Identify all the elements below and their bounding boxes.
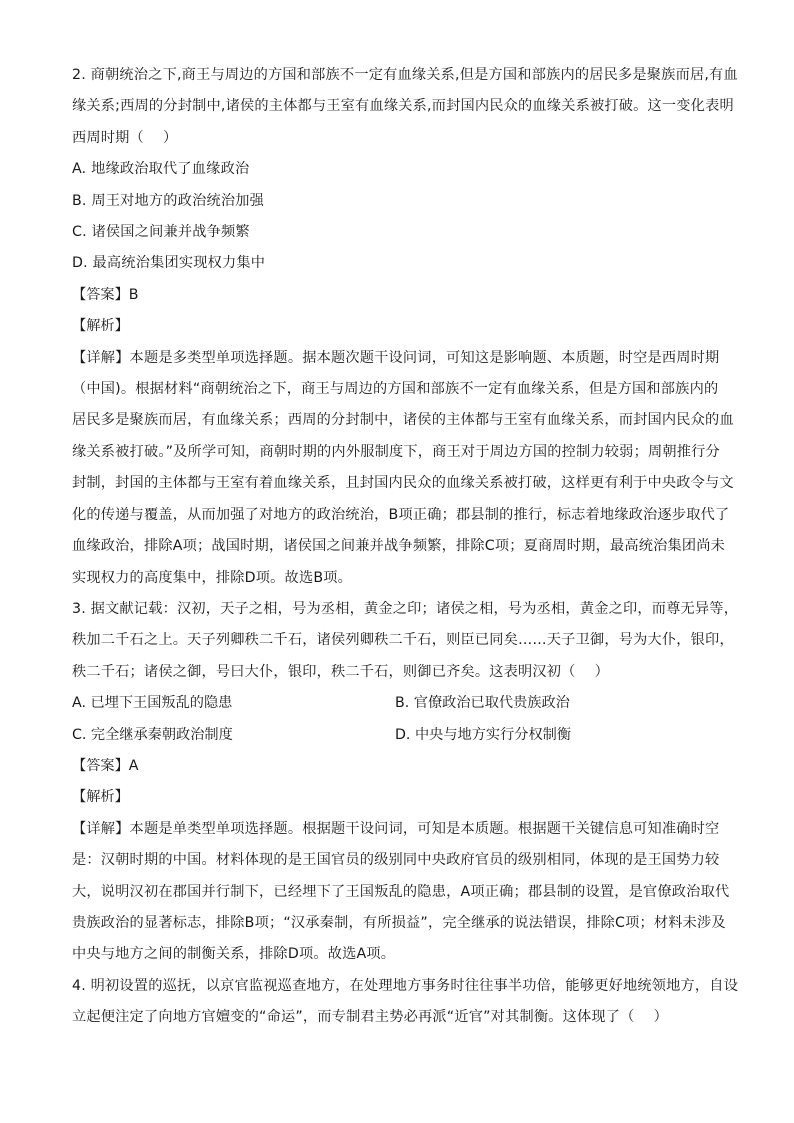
detail-line: （中国)。根据材料“商朝统治之下，商王与周边的方国和部族不一定有血缘关系，但是方国和部族内的: [72, 381, 719, 398]
question-stem-line: 西周时期（ ）: [72, 129, 178, 146]
option-a: A. 已埋下王国叛乱的隐患: [72, 695, 233, 712]
analysis-label: 【解析】: [72, 318, 129, 335]
option-b: B. 官僚政治已取代贵族政治: [395, 695, 570, 712]
option-c: C. 完全继承秦朝政治制度: [72, 726, 233, 743]
question-stem-line: 秩加二千石之上。天子列卿秩二千石，诸侯列卿秩二千石，则臣已同矣……天子卫御，号为大仆，银印，: [72, 632, 734, 649]
detail-line: 贵族政治的显著标志，排除B项；“汉承秦制，有所损益”，完全继承的说法错误，排除C项；材料未涉及: [72, 914, 726, 931]
question-stem-line: 3. 据文献记载：汉初，天子之相，号为丞相，黄金之印；诸侯之相，号为丞相，黄金之印，而尊无异等，: [72, 600, 739, 617]
question-4: [72, 971, 739, 1034]
option-d: D. 最高统治集团实现权力集中: [72, 255, 266, 272]
detail-line: 缘关系被打破。”及所学可知，商朝时期的内外服制度下，商王对于周边方国的控制力较弱；周朝推行分: [72, 443, 720, 460]
answer-label: 【答案】B: [72, 286, 139, 303]
question-stem-line: 秩二千石；诸侯之御，号曰大仆，银印，秩二千石，则御已齐矣。这表明汉初（ ）: [72, 663, 610, 680]
detail-line: 血缘政治，排除A项；战国时期，诸侯国之间兼并战争频繁，排除C项；夏商周时期，最高统治集团尚未: [72, 538, 726, 555]
detail-line: 【详解】本题是单类型单项选择题。根据题干设问词，可知是本质题。根据题干关键信息可知准确时空: [72, 820, 720, 837]
question-stem-line: 2. 商朝统治之下,商王与周边的方国和部族不一定有血缘关系,但是方国和部族内的居民多是聚族而居,有血: [72, 67, 738, 83]
detail-line: 中央与地方之间的制衡关系，排除D项。故选A项。: [72, 946, 396, 963]
option-row: [72, 720, 728, 751]
option-d: D. 中央与地方实行分权制衡: [395, 726, 572, 743]
analysis-label: 【解析】: [72, 789, 129, 806]
question-stem-line: 立起便注定了向地方官嬗变的“命运”，而专制君主势必再派“近官”对其制衡。这体现了（ ）: [72, 1009, 669, 1026]
document-page: [72, 60, 739, 1034]
option-row: [72, 688, 728, 719]
question-2: [72, 60, 738, 594]
detail-line: 是：汉朝时期的中国。材料体现的是王国官员的级别同中央政府官员的级别相同，体现的是王国势力较: [72, 852, 720, 869]
option-b: B. 周王对地方的政治统治加强: [72, 192, 265, 209]
question-3: [72, 594, 739, 971]
question-stem-line: 4. 明初设置的巡抚，以京官监视巡查地方，在处理地方事务时往往事半功倍，能够更好地统领地方，自设: [72, 977, 739, 994]
question-stem-line: 缘关系;西周的分封制中,诸侯的主体都与王室有血缘关系,而封国内民众的血缘关系被打破。这一变化表明: [72, 98, 734, 115]
option-c: C. 诸侯国之间兼并战争频繁: [72, 224, 250, 241]
detail-line: 居民多是聚族而居，有血缘关系；西周的分封制中，诸侯的主体都与王室有血缘关系，而封国内民众的血: [72, 412, 734, 429]
detail-line: 大，说明汉初在郡国并行制下，已经埋下了王国叛乱的隐患，A项正确；郡县制的设置，是官僚政治取代: [72, 883, 730, 900]
detail-line: 化的传递与覆盖，从而加强了对地方的政治统治，B项正确；郡县制的推行，标志着地缘政治逐步取代了: [72, 506, 730, 523]
answer-label: 【答案】A: [72, 757, 139, 774]
option-a: A. 地缘政治取代了血缘政治: [72, 161, 250, 178]
detail-line: 封制，封国的主体都与王室有着血缘关系，且封国内民众的血缘关系被打破，这样更有利于中央政令与文: [72, 475, 734, 492]
detail-line: 【详解】本题是多类型单项选择题。据本题次题干设问词，可知这是影响题、本质题，时空是西周时期: [72, 349, 720, 366]
detail-line: 实现权力的高度集中，排除D项。故选B项。: [72, 569, 353, 586]
